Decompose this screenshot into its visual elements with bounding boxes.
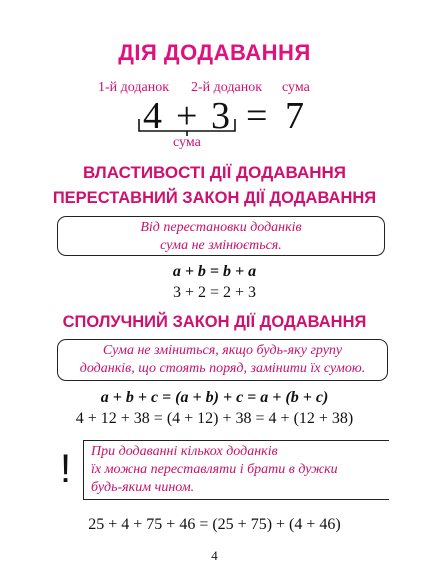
commutative-heading: ПЕРЕСТАВНИЙ ЗАКОН ДІЇ ДОДАВАННЯ [52,189,377,207]
sum-result: 7 [285,95,304,137]
page-title: ДІЯ ДОДАВАННЯ [118,40,311,65]
label-addend-2: 2-й доданок [191,80,263,95]
associative-note-line-1: Сума не зміниться, якщо будь-яку групу [102,343,343,358]
label-addend-1: 1-й доданок [98,80,170,95]
commutative-note-line-1: Від перестановки доданків [140,220,302,235]
addend-b: 3 [211,95,230,137]
label-sum-top: сума [282,80,310,95]
associative-formula: a + b + c = (a + b) + c = a + (b + c) [100,389,329,406]
final-example: 25 + 4 + 75 + 46 = (25 + 75) + (4 + 46) [88,516,341,533]
commutative-formula: a + b = b + a [172,263,257,280]
tip-line-2: їх можна переставляти і брати в дужки [91,462,338,477]
exclamation-icon: ! [60,447,72,491]
tip-line-1: При додаванні кількох доданків [91,444,278,459]
addend-a: 4 [143,95,162,137]
label-sum-bottom: сума [173,135,201,150]
associative-note-box [57,339,388,381]
equals-sign: = [246,95,268,137]
tip-line-3: будь-яким чином. [91,480,195,495]
associative-note-line-2: доданків, що стоять поряд, замінити їх сумою. [79,361,366,376]
page-number: 4 [211,548,218,563]
commutative-note-box [57,216,385,256]
plus-sign: + [176,95,198,137]
properties-heading: ВЛАСТИВОСТІ ДІЇ ДОДАВАННЯ [82,163,347,182]
associative-example: 4 + 12 + 38 = (4 + 12) + 38 = 4 + (12 + 38) [75,410,354,427]
associative-heading: СПОЛУЧНИЙ ЗАКОН ДІЇ ДОДАВАННЯ [62,313,367,331]
commutative-example: 3 + 2 = 2 + 3 [172,284,257,301]
tip-box [83,440,389,500]
commutative-note-line-2: сума не змінюється. [160,238,282,253]
